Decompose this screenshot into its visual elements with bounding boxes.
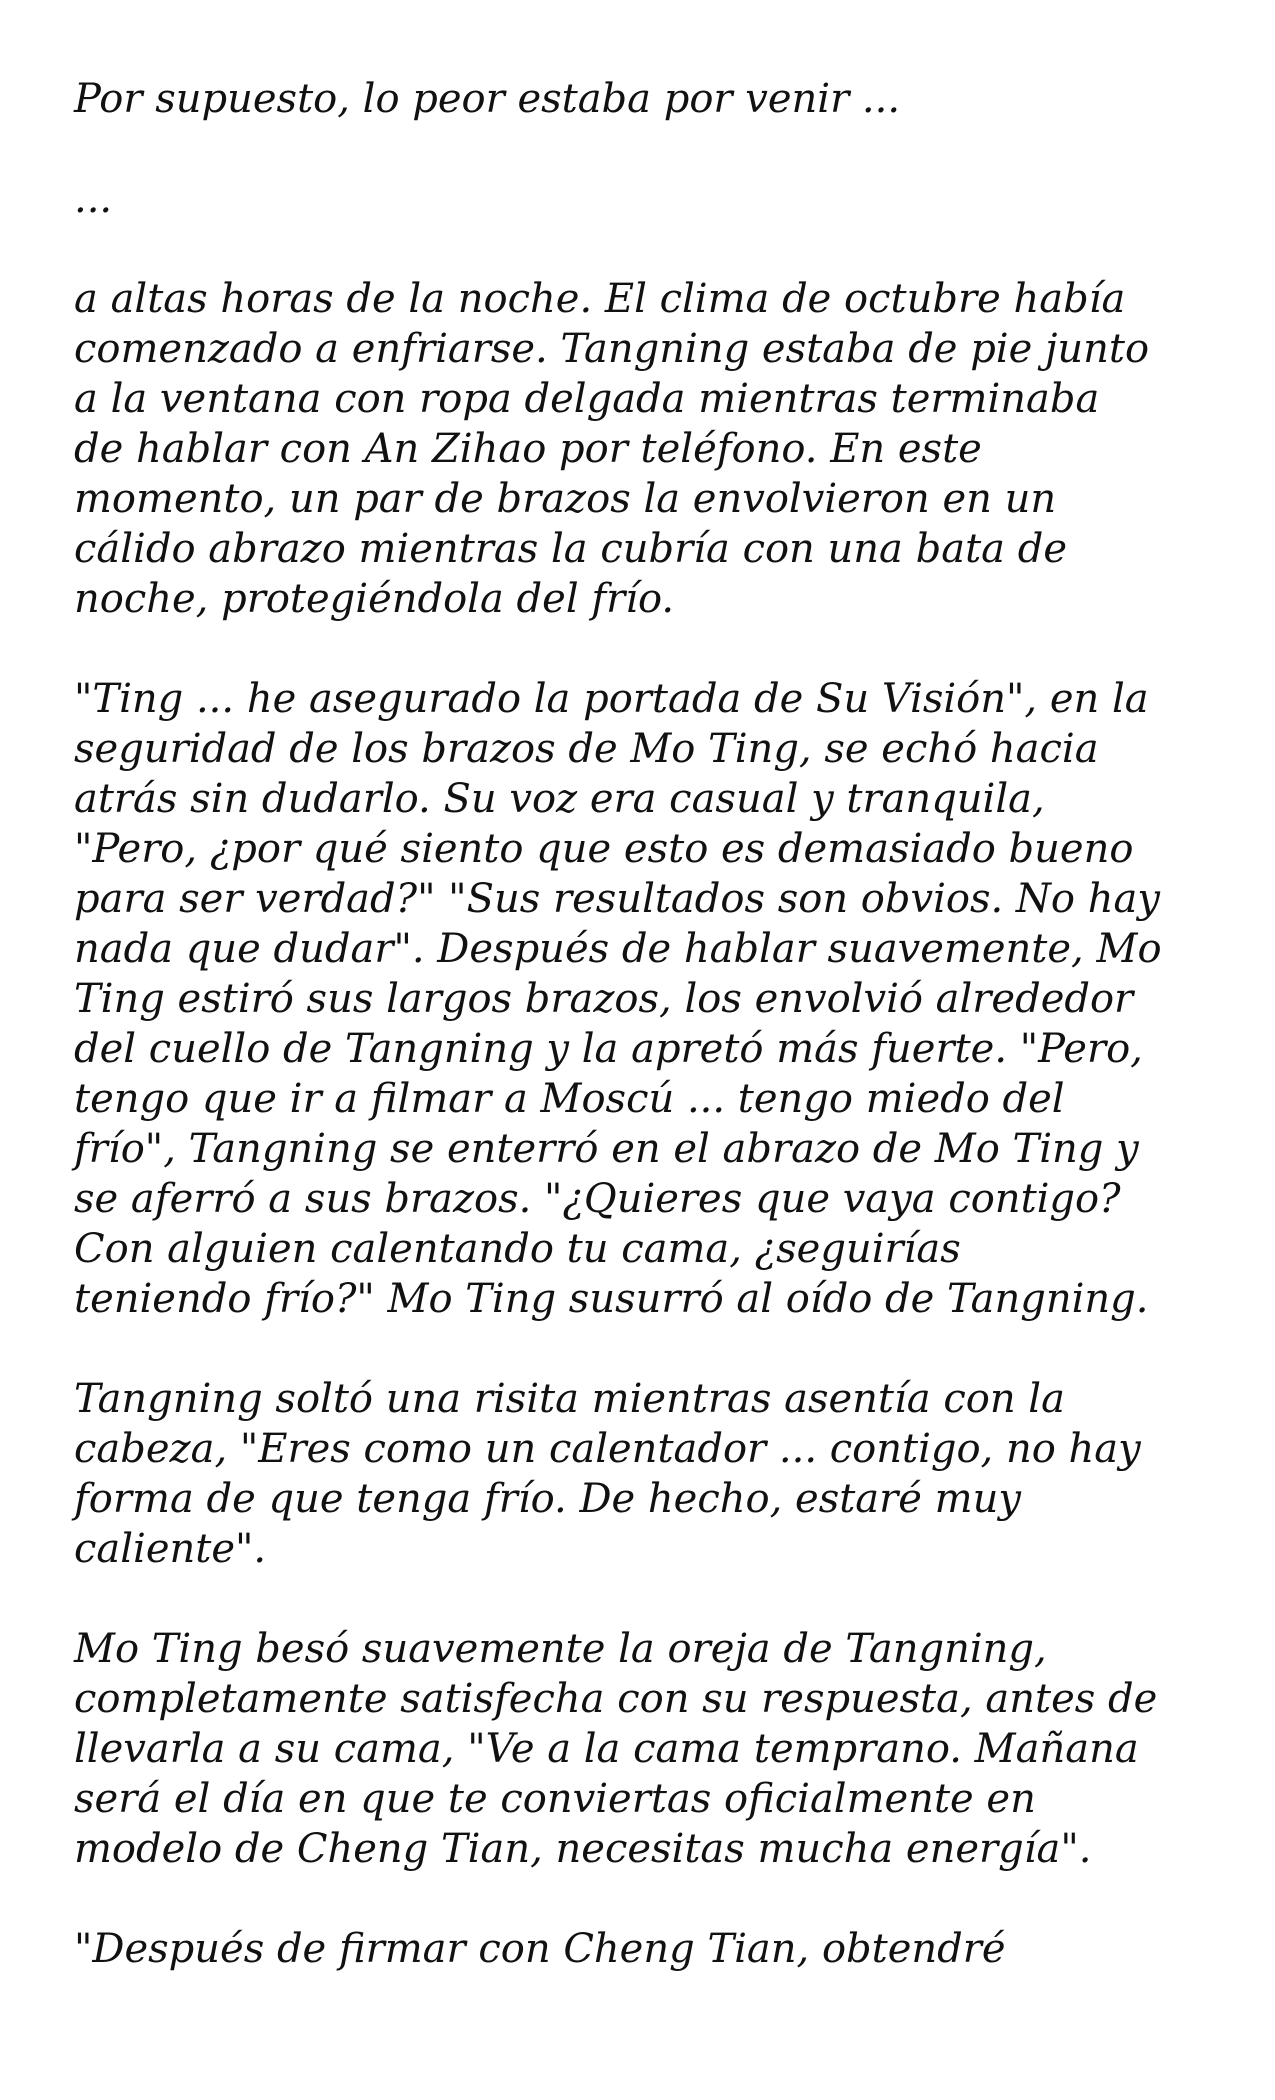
- paragraph-2: ...: [74, 176, 113, 222]
- paragraph-1: Por supuesto, lo peor estaba por venir ...: [74, 76, 901, 122]
- document-page: [74, 74, 1224, 2024]
- paragraph-5: Tangning soltó una risita mientras asentía con la cabeza, "Eres como un calentador ... contigo, no hay forma de que tenga frío. De hecho, estaré muy caliente".: [74, 1376, 1141, 1572]
- paragraph-6: Mo Ting besó suavemente la oreja de Tangning, completamente satisfecha con su respuesta, antes de llevarla a su cama, "Ve a la cama temprano. Mañana será el día en que te conviertas oficialmente en modelo de Cheng Tian, necesitas mucha energía".: [74, 1626, 1158, 1872]
- paragraph-3: a altas horas de la noche. El clima de octubre había comenzado a enfriarse. Tangning estaba de pie junto a la ventana con ropa delgada mientras terminaba de hablar con An Zihao por teléfono. En este momento, un par de brazos la envolvieron en un cálido abrazo mientras la cubría con una bata de noche, protegiéndola del frío.: [74, 276, 1150, 622]
- paragraph-7: "Después de firmar con Cheng Tian, obtendré: [74, 1926, 1006, 1972]
- paragraph-4: "Ting ... he asegurado la portada de Su Visión", en la seguridad de los brazos de Mo Ting, se echó hacia atrás sin dudarlo. Su voz era casual y tranquila, "Pero, ¿por qué siento que esto es demasiado bueno para ser verdad?" "Sus resultados son obvios. No hay nada que dudar". Después de hablar suavemente, Mo Ting estiró sus largos brazos, los envolvió alrededor del cuello de Tangning y la apretó más fuerte. "Pero, tengo que ir a filmar a Moscú ... tengo miedo del frío", Tangning se enterró en el abrazo de Mo Ting y se aferró a sus brazos. "¿Quieres que vaya contigo? Con alguien calentando tu cama, ¿seguirías teniendo frío?" Mo Ting susurró al oído de Tangning.: [74, 676, 1162, 1322]
